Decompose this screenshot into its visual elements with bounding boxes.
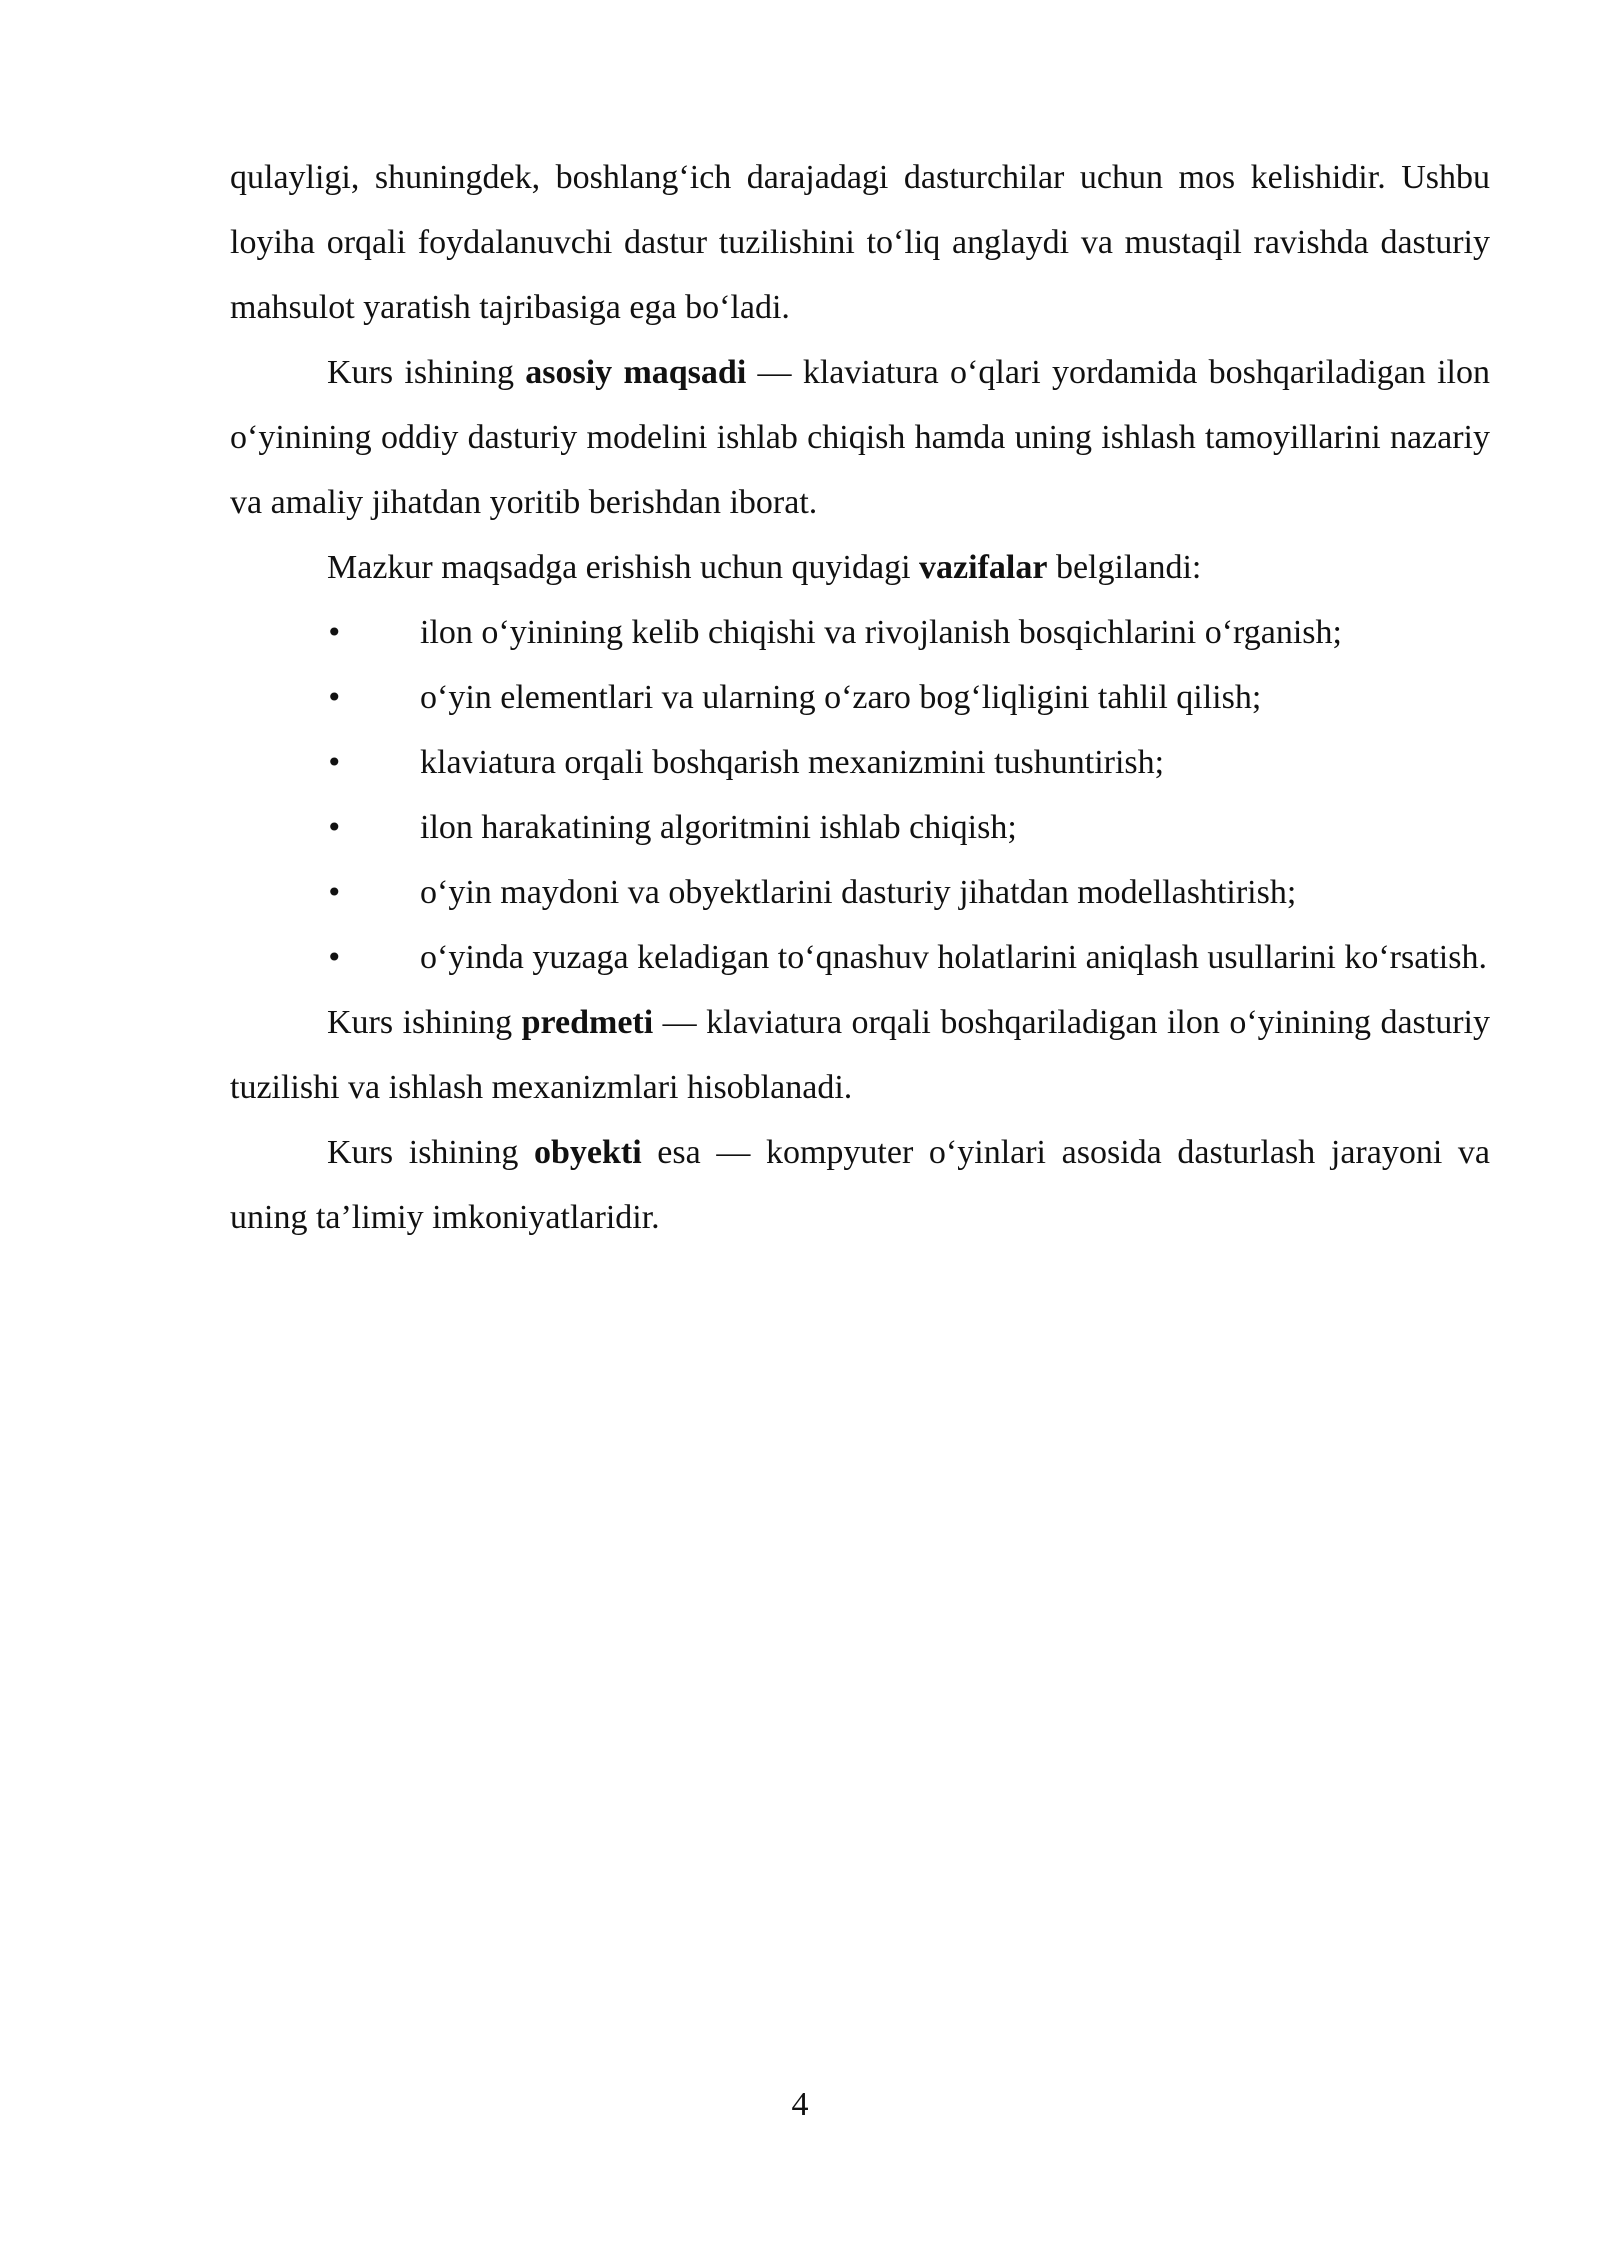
list-item-text: o‘yinda yuzaga keladigan to‘qnashuv holatlarini aniqlash usullarini ko‘rsatish. [420,939,1487,976]
bullet-icon: • [326,616,343,649]
list-item-text: ilon harakatining algoritmini ishlab chiqish; [420,809,1017,846]
purpose-term: asosiy maqsadi [525,354,747,391]
subject-term: predmeti [521,1004,654,1041]
bullet-icon: • [326,811,343,844]
subject-paragraph [230,990,1490,1120]
list-item [230,860,1490,925]
intro-paragraph: qulayligi, shuningdek, boshlang‘ich darajadagi dasturchilar uchun mos kelishidir. Ushbu loyiha orqali foydalanuvchi dastur tuzilishini to‘liq anglaydi va mustaqil ravishda dasturiy mahsulot yaratish tajribasiga ega bo‘ladi. [230,159,1490,326]
purpose-paragraph [230,340,1490,535]
object-lead-text: Kurs ishining [327,1134,534,1171]
list-item [230,795,1490,860]
purpose-body-text: — klaviatura o‘qlari yordamida boshqariladigan ilon o‘yinining oddiy dasturiy modelini ishlab chiqish hamda uning ishlash tamoyillarini nazariy va amaliy jihatdan yoritib berishdan iborat. [230,354,1490,521]
purpose-lead-text: Kurs ishining [327,354,526,391]
object-term: obyekti [533,1134,642,1171]
list-item [230,925,1490,990]
bullet-icon: • [326,681,343,714]
subject-body-text: — klaviatura orqali boshqariladigan ilon o‘yinining dasturiy tuzilishi va ishlash mexanizmlari hisoblanadi. [230,1004,1490,1106]
object-body-text: esa — kompyuter o‘yinlari asosida dasturlash jarayoni va uning ta’limiy imkoniyatlaridir. [230,1134,1490,1236]
list-item-text: o‘yin maydoni va obyektlarini dasturiy jihatdan modellashtirish; [420,874,1297,911]
bullet-icon: • [326,876,343,909]
page-number: 4 [791,2086,809,2123]
list-item [230,600,1490,665]
object-paragraph [230,1120,1490,1250]
tasks-trailing-text: belgilandi: [1047,549,1202,586]
tasks-term: vazifalar [919,549,1048,586]
list-item-text: o‘yin elementlari va ularning o‘zaro bog‘liqligini tahlil qilish; [420,679,1262,716]
list-item [230,665,1490,730]
bullet-icon: • [326,746,343,779]
list-item-text: klaviatura orqali boshqarish mexanizmini tushuntirish; [420,744,1165,781]
list-item [230,730,1490,795]
tasks-lead-text: Mazkur maqsadga erishish uchun quyidagi [327,549,920,586]
subject-lead-text: Kurs ishining [327,1004,522,1041]
document-body [230,145,1490,1250]
list-item-text: ilon o‘yinining kelib chiqishi va rivojlanish bosqichlarini o‘rganish; [420,614,1342,651]
tasks-list [230,600,1490,990]
tasks-intro-paragraph [230,535,1490,600]
bullet-icon: • [326,941,343,974]
